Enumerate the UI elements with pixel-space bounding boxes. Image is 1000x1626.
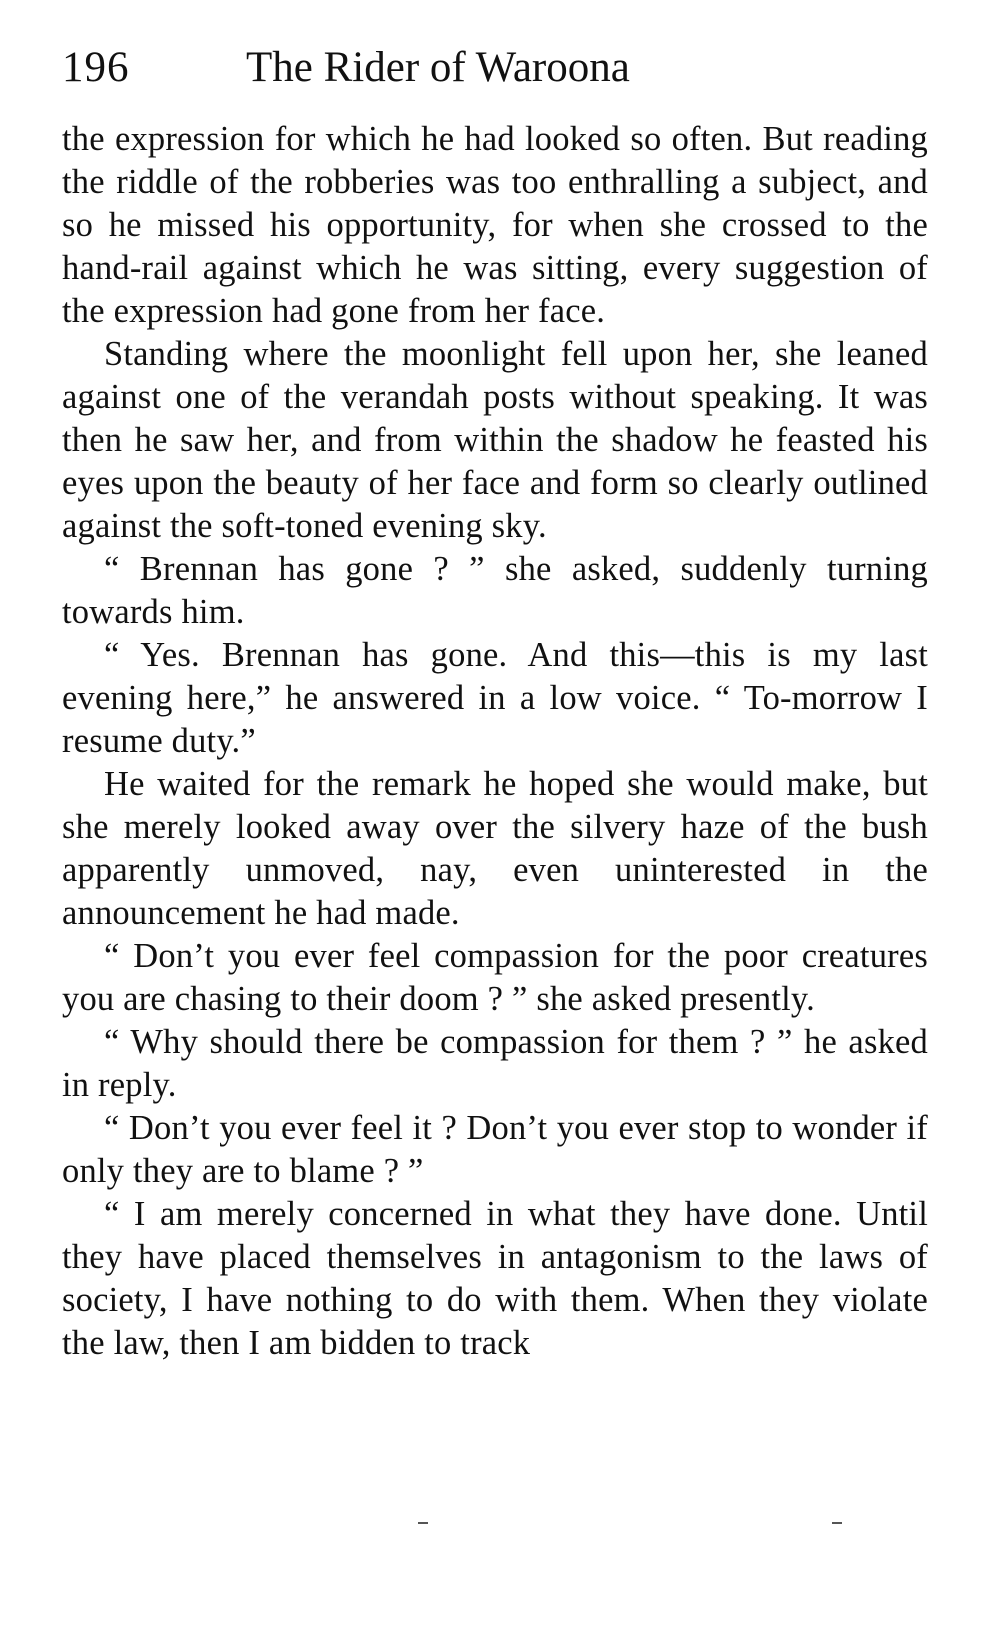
page-header <box>62 38 922 98</box>
paragraph: “ Brennan has gone ? ” she asked, suddenly turning towards him. <box>62 550 928 631</box>
body-text <box>62 118 928 1365</box>
paragraph: “ Don’t you ever feel it ? Don’t you ever stop to wonder if only they are to blame ? ” <box>62 1109 928 1190</box>
paragraph-continuation: the expression for which he had looked so often. But reading the riddle of the robberies was too enthralling a subject, and so he missed his opportunity, for when she crossed to the hand-rail against which he was sitting, every suggestion of the expression had gone from her face. <box>62 120 928 330</box>
paragraph: Standing where the moonlight fell upon her, she leaned against one of the verandah posts without speaking. It was then he saw her, and from within the shadow he feasted his eyes upon the beauty of her face and form so clearly outlined against the soft-toned evening sky. <box>62 335 928 545</box>
paragraph: “ Why should there be compassion for them ? ” he asked in reply. <box>62 1023 928 1104</box>
page-number: 196 <box>62 44 130 91</box>
paragraph: He waited for the remark he hoped she would make, but she merely looked away over the silvery haze of the bush apparently unmoved, nay, even uninterested in the announcement he had made. <box>62 765 928 932</box>
print-mark <box>832 1522 842 1524</box>
running-title: The Rider of Waroona <box>246 44 630 91</box>
paragraph: “ Yes. Brennan has gone. And this—this is my last evening here,” he answered in a low voice. “ To-morrow I resume duty.” <box>62 636 928 760</box>
paragraph: “ Don’t you ever feel compassion for the poor creatures you are chasing to their doom ? ” she asked presently. <box>62 937 928 1018</box>
print-mark <box>418 1522 428 1524</box>
paragraph: “ I am merely concerned in what they have done. Until they have placed themselves in antagonism to the laws of society, I have nothing to do with them. When they violate the law, then I am bidden to track <box>62 1195 928 1362</box>
